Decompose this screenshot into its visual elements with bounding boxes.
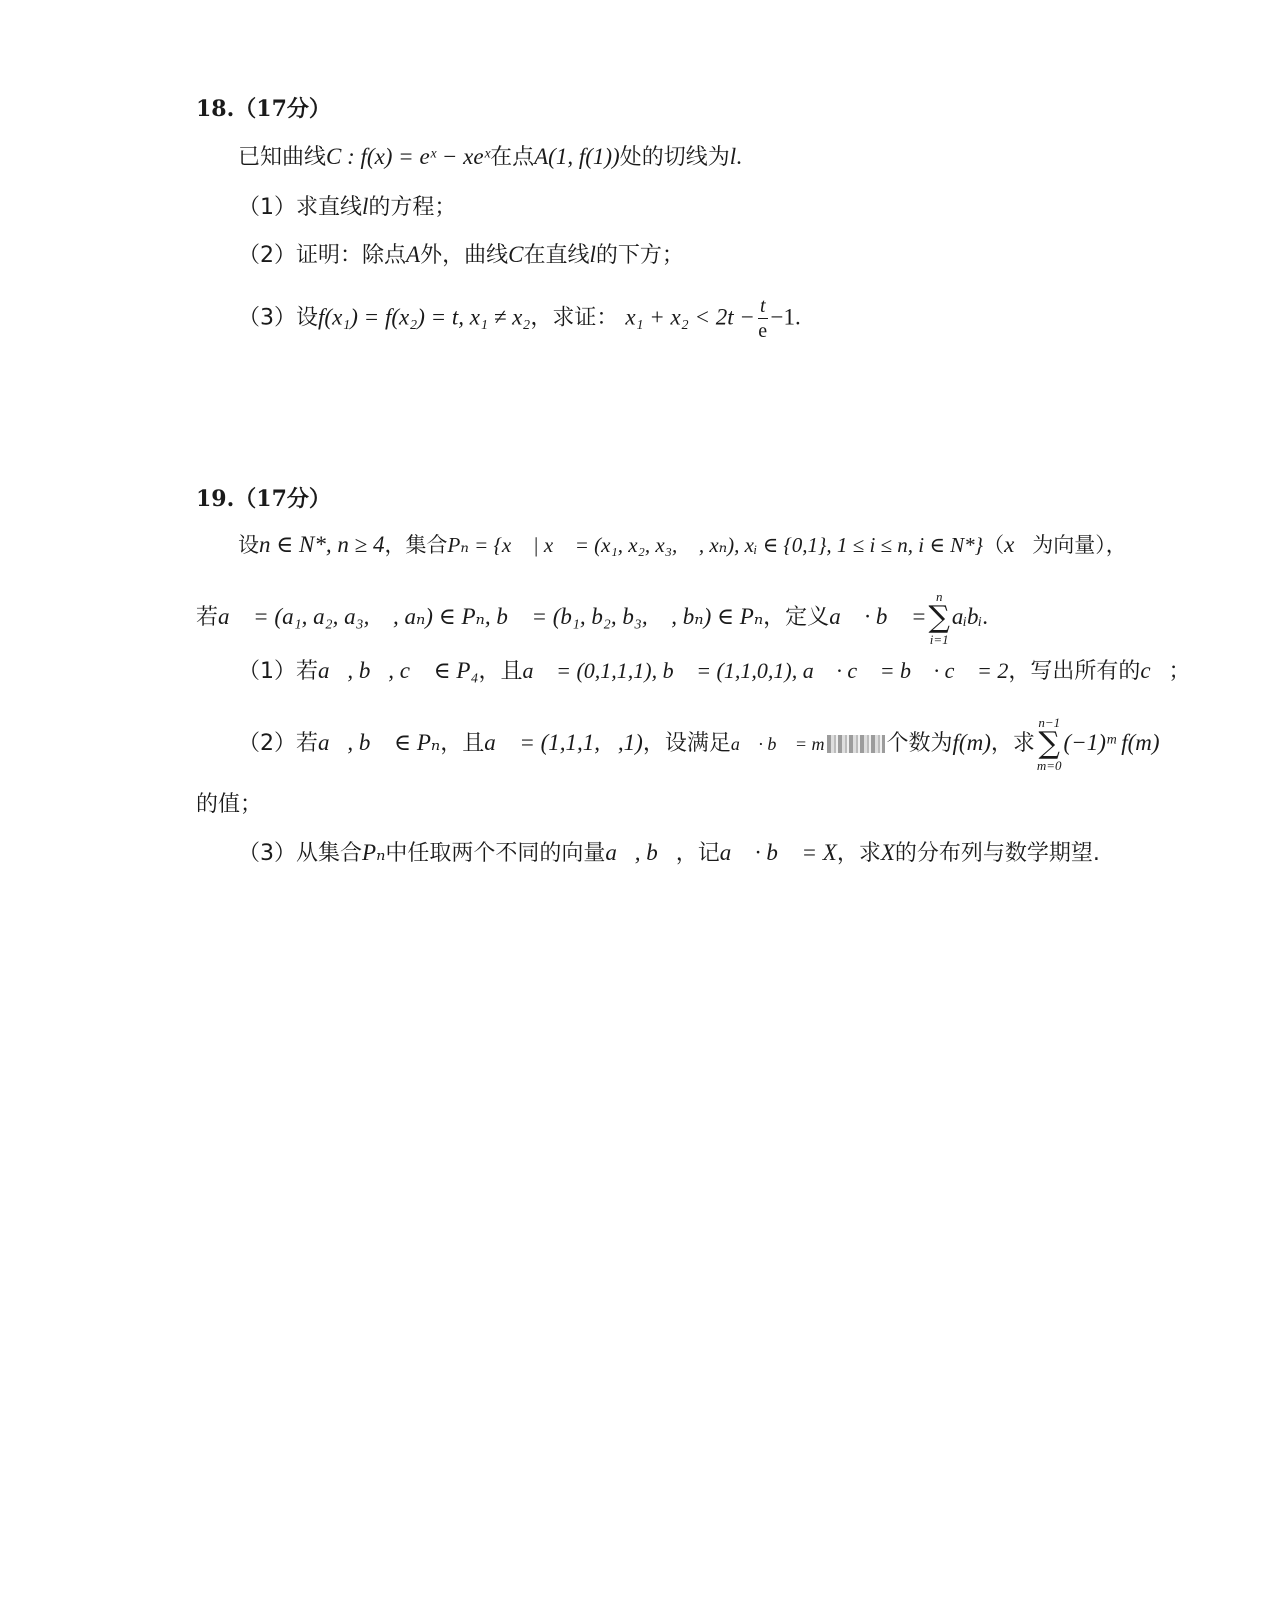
line-l: l bbox=[362, 194, 369, 219]
vector-x: x⃗ bbox=[1004, 532, 1033, 557]
set-pn: Pₙ bbox=[362, 840, 386, 865]
vector-a-ones: a⃗ = (1,1,1,⋯,1) bbox=[484, 730, 643, 755]
summation-symbol bbox=[929, 590, 950, 646]
stem-text: 设 bbox=[238, 533, 259, 557]
part-text: 证明：除点 bbox=[296, 243, 407, 268]
point-a: A bbox=[406, 242, 421, 267]
dot-equals-m: a⃗ · b⃗ = m bbox=[730, 734, 825, 754]
part-text: ，记 bbox=[675, 841, 720, 866]
question-18-stem bbox=[238, 142, 742, 173]
vectors-definition: a⃗ = (a₁, a₂, a₃, ⋯, aₙ) ∈ Pₙ, b⃗ = (b₁, b₂, b₃, ⋯, bₙ) ∈ Pₙ bbox=[218, 604, 764, 629]
vectors-in-p4: a⃗, b⃗, c⃗ ∈ P₄ bbox=[318, 658, 479, 683]
part-text: 个数为 bbox=[886, 731, 953, 756]
part-text: 若 bbox=[296, 659, 319, 684]
stem-text-2: 在点 bbox=[490, 145, 535, 170]
stem-end: . bbox=[982, 604, 988, 629]
stem-text: ，集合 bbox=[384, 533, 448, 557]
part-text-end: 的方程； bbox=[368, 195, 457, 220]
part-text: 求直线 bbox=[296, 195, 363, 220]
fraction-t-over-e bbox=[758, 296, 768, 341]
part-label: （3） bbox=[238, 841, 296, 866]
question-19-part-2-continuation: 的值； bbox=[196, 792, 263, 817]
part-text: 在直线 bbox=[523, 243, 590, 268]
part-text: ，写出所有的 bbox=[1008, 659, 1141, 684]
dot-equals-x: a⃗ · b⃗ = X bbox=[719, 840, 837, 865]
question-18-part-2 bbox=[238, 240, 684, 271]
f-of-m: f(m) bbox=[952, 730, 991, 755]
part-text: 从集合 bbox=[296, 841, 363, 866]
sigma-glyph: ∑ bbox=[1038, 726, 1060, 761]
stem-text: （ bbox=[983, 533, 1005, 557]
vector-c: c⃗ bbox=[1140, 658, 1169, 683]
part-label: （1） bbox=[238, 659, 296, 684]
stem-text: 为向量）， bbox=[1032, 533, 1127, 557]
part-label: （2） bbox=[238, 731, 296, 756]
question-19-line-2 bbox=[196, 590, 988, 646]
random-variable-x: X bbox=[880, 840, 895, 865]
curve-c: C bbox=[508, 242, 524, 267]
line-l: l bbox=[589, 242, 596, 267]
sum-term: aᵢbᵢ bbox=[951, 604, 983, 629]
line-l: l bbox=[729, 144, 737, 169]
part-text: 若 bbox=[296, 731, 319, 756]
set-definition: Pₙ = {x⃗ | x⃗ = (x₁, x₂, x₃, ⋯, xₙ), xᵢ ∈ {0,1}, 1 ≤ i ≤ n, i ∈ N*} bbox=[447, 533, 984, 557]
question-18-heading: 18.（17分） bbox=[196, 96, 331, 122]
part-text: 中任取两个不同的向量 bbox=[385, 841, 606, 866]
condition-formula: f(x₁) = f(x₂) = t, x₁ ≠ x₂ bbox=[318, 304, 531, 330]
stem-text-3: 处的切线为 bbox=[619, 145, 730, 170]
sum-lower-limit: i=1 bbox=[929, 632, 949, 647]
part-text: ，且 bbox=[440, 731, 485, 756]
question-19-heading: 19.（17分） bbox=[196, 486, 331, 512]
stem-text: 若 bbox=[196, 605, 219, 630]
part-label: （1） bbox=[238, 195, 296, 220]
part-text: 设 bbox=[296, 305, 319, 331]
fraction-numerator: t bbox=[759, 295, 766, 317]
vectors-a-b: a⃗, b⃗ bbox=[605, 840, 676, 865]
question-19-line-1 bbox=[238, 530, 1127, 560]
stem-text-1: 已知曲线 bbox=[238, 145, 327, 170]
part-text: ，求 bbox=[836, 841, 881, 866]
vectors-in-pn: a⃗, b⃗ ∈ Pₙ bbox=[318, 730, 441, 755]
part-text-end: 的下方； bbox=[595, 243, 684, 268]
stem-end: . bbox=[736, 144, 742, 169]
part-text: 外，曲线 bbox=[420, 243, 509, 268]
question-19-part-3 bbox=[238, 838, 1100, 869]
question-18-part-3 bbox=[238, 296, 801, 341]
part-text: ，求 bbox=[990, 731, 1035, 756]
blurred-text-region bbox=[827, 735, 885, 753]
summation-symbol bbox=[1037, 716, 1062, 772]
part-label: （3） bbox=[238, 305, 296, 331]
point-a: A(1, f(1)) bbox=[534, 144, 620, 169]
stem-text: ，定义 bbox=[763, 605, 830, 630]
question-18-part-1 bbox=[238, 192, 456, 223]
n-condition: n ∈ N*, n ≥ 4 bbox=[259, 532, 385, 557]
part-text-end: 的分布列与数学期望. bbox=[894, 841, 1100, 866]
sigma-glyph: ∑ bbox=[928, 600, 950, 635]
inequality-formula: x₁ + x₂ < 2t − bbox=[625, 304, 755, 330]
sum-term: (−1)ᵐ f(m) bbox=[1063, 730, 1160, 755]
curve-formula: C : f(x) = eˣ − xeˣ bbox=[326, 144, 491, 169]
sum-upper-limit: n−1 bbox=[1038, 715, 1061, 730]
question-19-part-1 bbox=[238, 656, 1191, 687]
question-19-part-2 bbox=[238, 716, 1160, 772]
part-text-end: ； bbox=[1168, 659, 1191, 684]
part-text: ，且 bbox=[478, 659, 523, 684]
inequality-tail: −1. bbox=[770, 304, 801, 330]
part-label: （2） bbox=[238, 243, 296, 268]
vector-conditions: a⃗ = (0,1,1,1), b⃗ = (1,1,0,1), a⃗ · c⃗ = b⃗ · c⃗ = 2 bbox=[522, 658, 1009, 683]
part-text: ，求证： bbox=[530, 305, 619, 331]
sum-upper-limit: n bbox=[935, 589, 943, 604]
part-text: ，设满足 bbox=[642, 731, 731, 756]
sum-lower-limit: m=0 bbox=[1036, 758, 1062, 773]
fraction-denominator: e bbox=[758, 320, 768, 342]
dot-product: a⃗ · b⃗ = bbox=[829, 604, 927, 629]
